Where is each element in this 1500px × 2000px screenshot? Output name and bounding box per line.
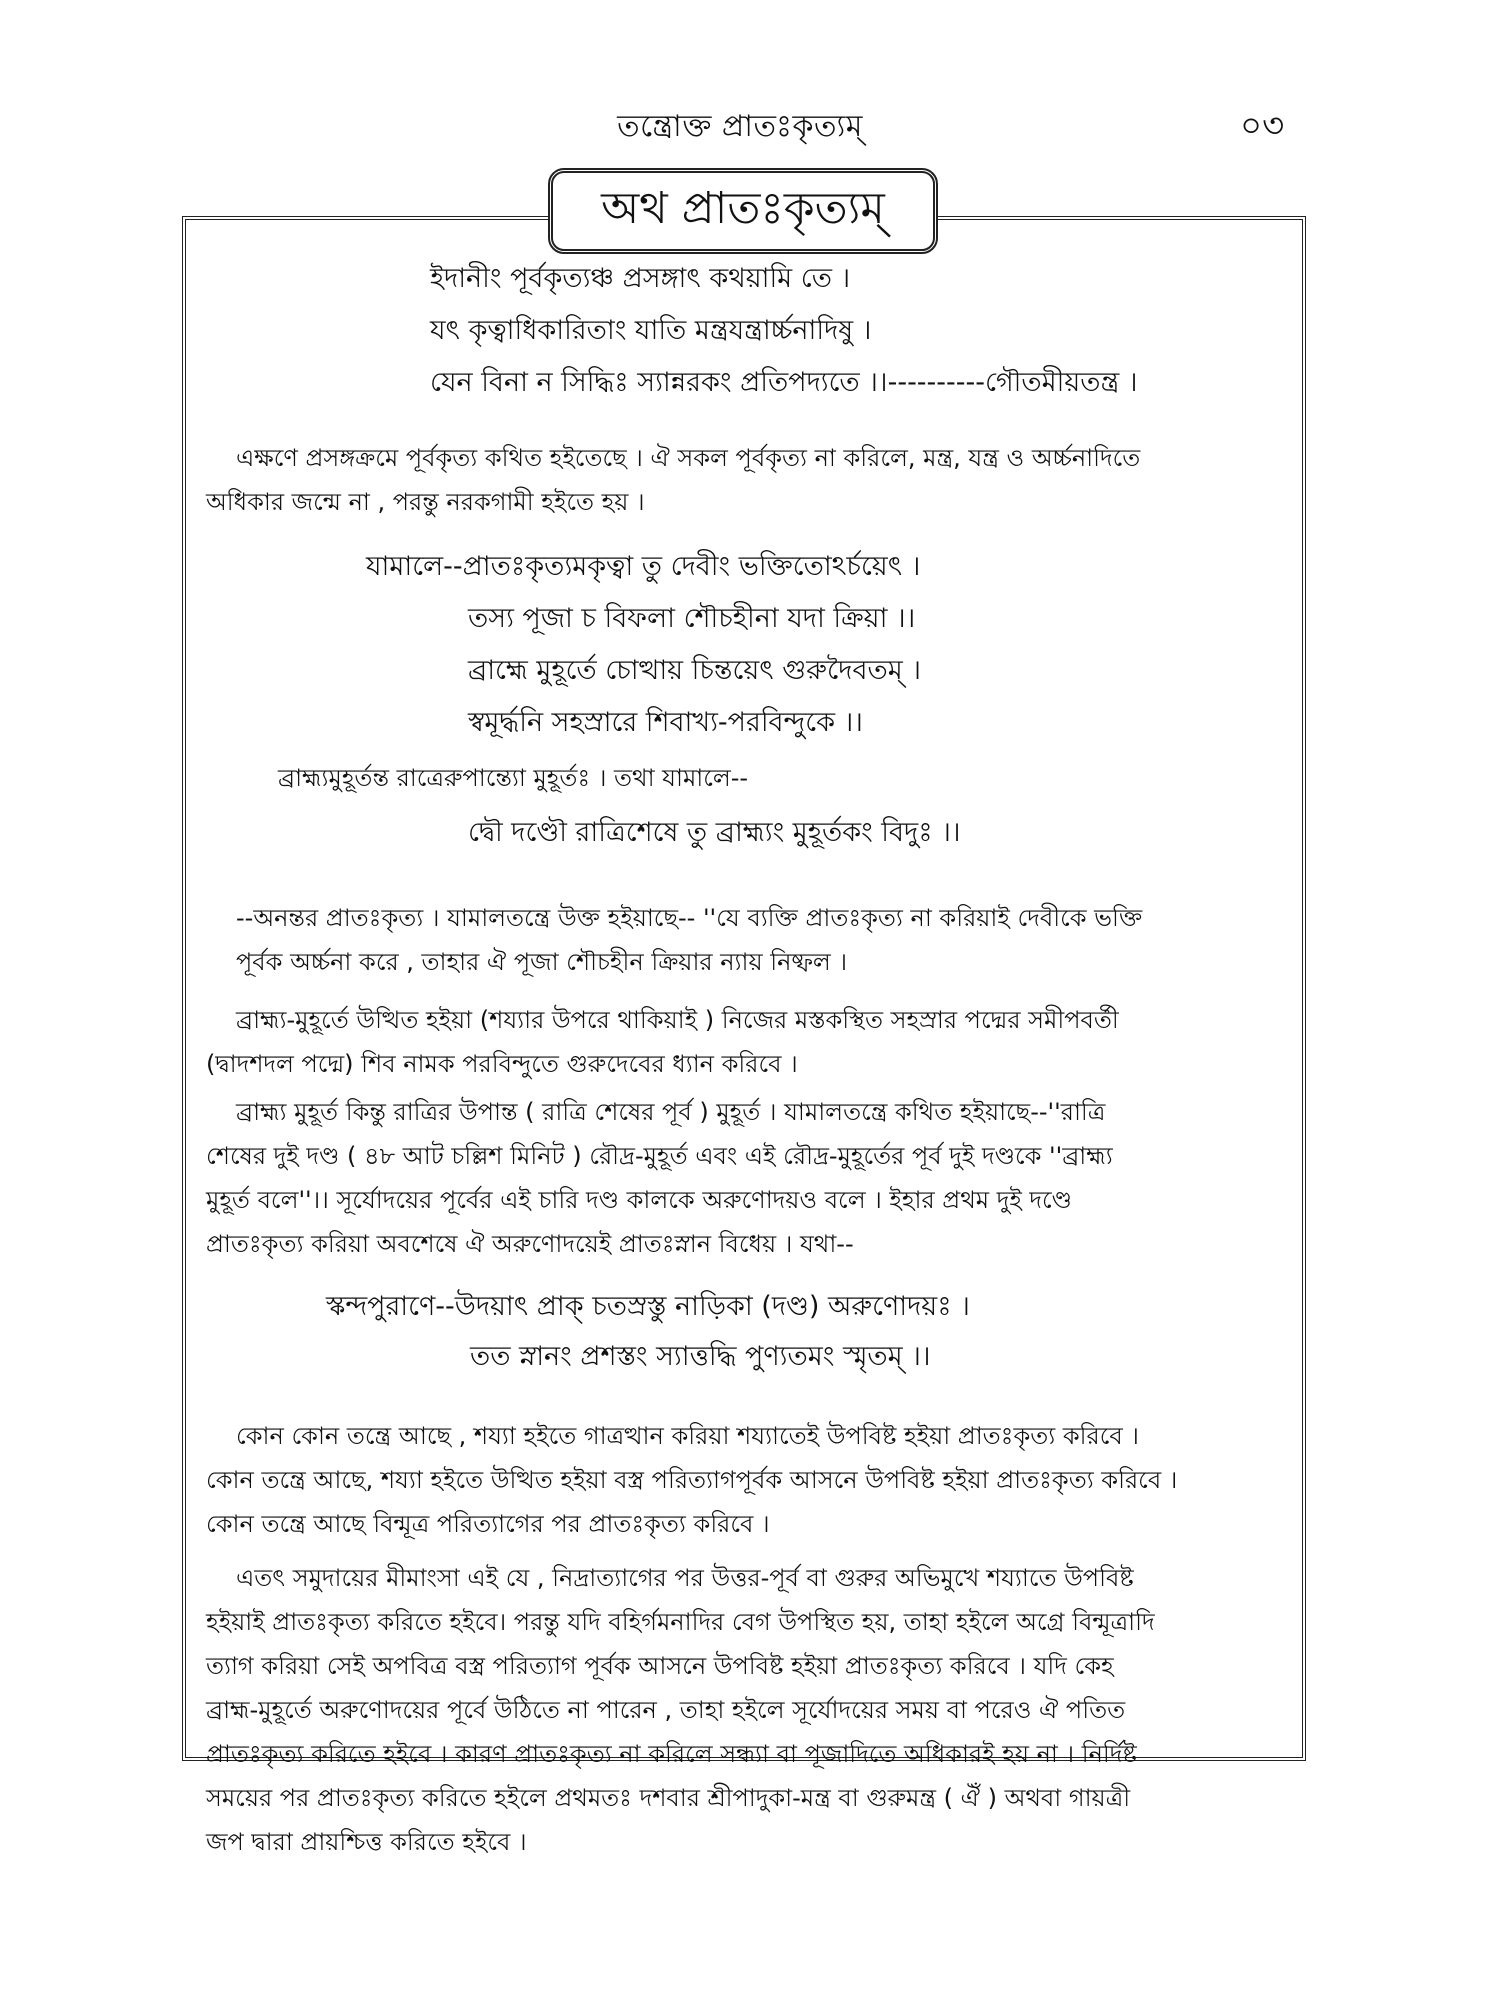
- para1-line2: অধিকার জন্মে না , পরন্তু নরকগামী হইতে হয় ।: [206, 488, 645, 516]
- para6-line7: জপ দ্বারা প্রায়শ্চিত্ত করিতে হইবে ।: [206, 1828, 527, 1856]
- para5-line2: কোন তন্ত্রে আছে, শয্যা হইতে উত্থিত হইয়া বস্ত্র পরিত্যাগপূর্বক আসনে উপবিষ্ট হইয়া প্রাতঃকৃত্য করিবে ।: [206, 1466, 1178, 1494]
- para6-line5: প্রাতঃকৃত্য করিতে হইবে । কারণ প্রাতঃকৃত্য না করিলে সন্ধ্যা বা পূজাদিতে অধিকারই হয় না । নির্দিষ্ট: [206, 1740, 1137, 1768]
- para4-line3: মুহূর্ত বলে''।। সূর্যোদয়ের পূর্বের এই চারি দণ্ড কালকে অরুণোদয়ও বলে । ইহার প্রথম দুই দণ্ডে: [206, 1186, 1073, 1214]
- para6-line4: ব্রাহ্ম-মুহূর্তে অরুণোদয়ের পূর্বে উঠিতে না পারেন , তাহা হইলে সূর্যোদয়ের সময় বা পরেও ঐ পতিত: [206, 1696, 1126, 1724]
- verse2-line4: স্বমূর্দ্ধনি সহস্রারে শিবাখ্য-পরবিন্দুকে ।।: [468, 707, 863, 738]
- verse3-line: দ্বৌ দণ্ডৌ রাত্রিশেষে তু ব্রাহ্ম্যং মুহূর্তকং বিদুঃ ।।: [468, 817, 961, 848]
- verse4-line2: তত স্নানং প্রশস্তং স্যাত্তদ্ধি পুণ্যতমং স্মৃতম্ ।।: [470, 1341, 931, 1372]
- section-heading: অথ প্রাতঃকৃত্যম্: [548, 168, 938, 254]
- para1-line1: এক্ষণে প্রসঙ্গক্রমে পূর্বকৃত্য কথিত হইতেছে । ঐ সকল পূর্বকৃত্য না করিলে, মন্ত্র, যন্ত্র ও অর্চ্চনাদিতে: [236, 444, 1141, 472]
- para4-line2: শেষের দুই দণ্ড ( ৪৮ আট চল্লিশ মিনিট ) রৌদ্র-মুহূর্ত এবং এই রৌদ্র-মুহূর্তের পূর্ব দুই দণ্ডকে ''ব্রাহ্ম্য: [206, 1142, 1113, 1170]
- para6-line2: হইয়াই প্রাতঃকৃত্য করিতে হইবে। পরন্তু যদি বহির্গমনাদির বেগ উপস্থিত হয়, তাহা হইলে অগ্রে বিন্মূত্রাদি: [206, 1608, 1155, 1636]
- para4-line4: প্রাতঃকৃত্য করিয়া অবশেষে ঐ অরুণোদয়েই প্রাতঃস্নান বিধেয় । যথা--: [206, 1230, 854, 1258]
- para6-line6: সময়ের পর প্রাতঃকৃত্য করিতে হইলে প্রথমতঃ দশবার শ্রীপাদুকা-মন্ত্র বা গুরুমন্ত্র ( ঐঁ ) অথবা গায়ত্রী: [206, 1784, 1131, 1812]
- para5-line1: কোন কোন তন্ত্রে আছে , শয্যা হইতে গাত্রত্থান করিয়া শয্যাতেই উপবিষ্ট হইয়া প্রাতঃকৃত্য করিবে ।: [236, 1422, 1139, 1450]
- verse2-line2: তস্য পূজা চ বিফলা শৌচহীনা যদা ক্রিয়া ।।: [468, 603, 916, 634]
- para3-line2: (দ্বাদশদল পদ্মে) শিব নামক পরবিন্দুতে গুরুদেবের ধ্যান করিবে ।: [206, 1050, 798, 1078]
- para2-line1: --অনন্তর প্রাতঃকৃত্য । যামালতন্ত্রে উক্ত হইয়াছে-- ''যে ব্যক্তি প্রাতঃকৃত্য না করিয়াই দেবীকে ভক্তি: [236, 904, 1143, 932]
- verse1-line2: যৎ কৃত্বাধিকারিতাং যাতি মন্ত্রযন্ত্রার্চ্চনাদিষু ।: [430, 315, 872, 346]
- verse2-line3: ব্রাহ্মে মুহূর্তে চোত্থায় চিন্তয়েৎ গুরুদৈবতম্ ।: [468, 655, 922, 686]
- para5-line3: কোন তন্ত্রে আছে বিন্মূত্র পরিত্যাগের পর প্রাতঃকৃত্য করিবে ।: [206, 1510, 770, 1538]
- para2-line2: পূর্বক অর্চ্চনা করে , তাহার ঐ পূজা শৌচহীন ক্রিয়ার ন্যায় নিষ্ফল ।: [236, 948, 848, 976]
- para3-line1: ব্রাহ্ম্য-মুহূর্তে উত্থিত হইয়া (শয্যার উপরে থাকিয়াই ) নিজের মস্তকস্থিত সহস্রার পদ্মের সমীপবর্তী: [236, 1006, 1119, 1034]
- para6-line3: ত্যাগ করিয়া সেই অপবিত্র বস্ত্র পরিত্যাগ পূর্বক আসনে উপবিষ্ট হইয়া প্রাতঃকৃত্য করিবে । যদি কেহ: [206, 1652, 1114, 1680]
- para4-line1: ব্রাহ্ম্য মুহূর্ত কিন্তু রাত্রির উপান্ত ( রাত্রি শেষের পূর্ব ) মুহূর্ত । যামালতন্ত্রে কথিত হইয়াছে--''রাত্রি: [236, 1098, 1106, 1126]
- verse4-line1: স্কন্দপুরাণে--উদয়াৎ প্রাক্ চতস্রস্তু নাড়িকা (দণ্ড) অরুণোদয়ঃ ।: [326, 1291, 970, 1322]
- verse1-line1: ইদানীং পূর্বকৃত্যঞ্চ প্রসঙ্গাৎ কথয়ামি তে ।: [430, 263, 851, 294]
- verse3-intro: ব্রাহ্ম্যমুহূর্তন্ত রাত্রেরুপান্ত্যো মুহূর্তঃ । তথা যামালে--: [278, 764, 749, 792]
- verse1-line3: যেন বিনা ন সিদ্ধিঃ স্যান্নরকং প্রতিপদ্যতে ।।----------গৌতমীয়তন্ত্র ।: [430, 367, 1138, 398]
- para6-line1: এতৎ সমুদায়ের মীমাংসা এই যে , নিদ্রাত্যাগের পর উত্তর-পূর্ব বা গুরুর অভিমুখে শয্যাতে উপবিষ্ট: [236, 1564, 1134, 1592]
- verse2-line1: যামালে--প্রাতঃকৃত্যমকৃত্বা তু দেবীং ভক্তিতোঽর্চয়েৎ ।: [366, 551, 921, 582]
- page-number: ০৩: [1240, 106, 1285, 146]
- running-header-title: তন্ত্রোক্ত প্রাতঃকৃত্যম্: [617, 109, 863, 144]
